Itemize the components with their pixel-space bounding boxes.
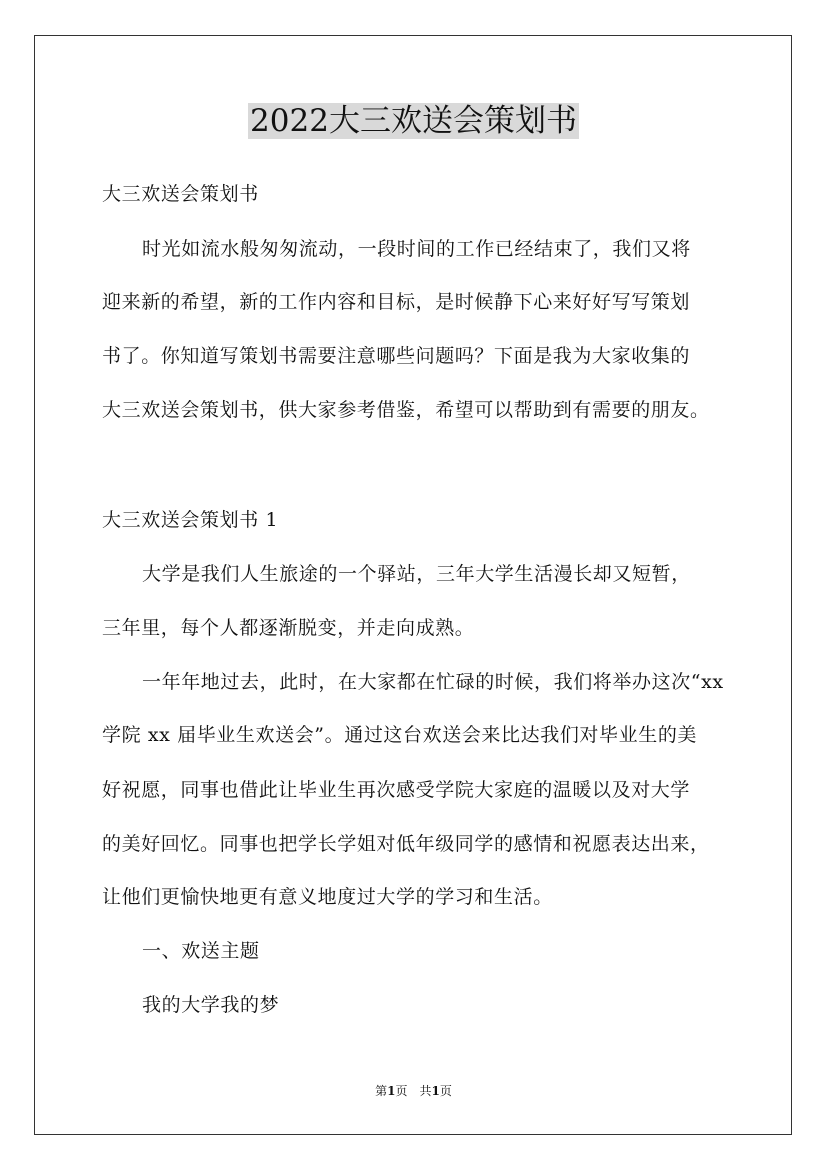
intro-line-4: 大三欢送会策划书，供大家参考借鉴，希望可以帮助到有需要的朋友。 xyxy=(102,399,710,421)
subtitle: 大三欢送会策划书 xyxy=(102,183,259,205)
page-footer xyxy=(0,1083,827,1099)
section1-para1-line-1: 大学是我们人生旅途的一个驿站，三年大学生活漫长却又短暂， xyxy=(142,563,691,585)
intro-line-3: 书了。你知道写策划书需要注意哪些问题吗？下面是我为大家收集的 xyxy=(102,345,691,367)
theme-heading: 一、欢送主题 xyxy=(142,940,260,962)
footer-page-number: 1 xyxy=(387,1084,396,1098)
section1-heading: 大三欢送会策划书 1 xyxy=(102,509,279,531)
theme-text: 我的大学我的梦 xyxy=(142,994,280,1016)
document-title xyxy=(0,98,827,144)
document-title-text: 2022大三欢送会策划书 xyxy=(250,103,577,139)
footer-total-pages: 1 xyxy=(431,1084,440,1098)
footer-page-mid: 页 共 xyxy=(395,1084,432,1098)
footer-page-prefix: 第 xyxy=(375,1084,388,1098)
section1-para2-line-2: 学院 xx 届毕业生欢送会”。通过这台欢送会来比达我们对毕业生的美 xyxy=(102,724,698,746)
footer-page-suffix: 页 xyxy=(439,1084,452,1098)
intro-line-1: 时光如流水般匆匆流动，一段时间的工作已经结束了，我们又将 xyxy=(142,238,691,260)
section1-para2-line-3: 好祝愿，同事也借此让毕业生再次感受学院大家庭的温暖以及对大学 xyxy=(102,779,691,801)
section1-para2-line-1: 一年年地过去，此时，在大家都在忙碌的时候，我们将举办这次“xx xyxy=(142,671,724,693)
intro-line-2: 迎来新的希望，新的工作内容和目标，是时候静下心来好好写写策划 xyxy=(102,291,691,313)
section1-para2-line-4: 的美好回忆。同事也把学长学姐对低年级同学的感情和祝愿表达出来， xyxy=(102,833,710,855)
section1-para2-line-5: 让他们更愉快地更有意义地度过大学的学习和生活。 xyxy=(102,886,553,908)
section1-para1-line-2: 三年里，每个人都逐渐脱变，并走向成熟。 xyxy=(102,617,475,639)
